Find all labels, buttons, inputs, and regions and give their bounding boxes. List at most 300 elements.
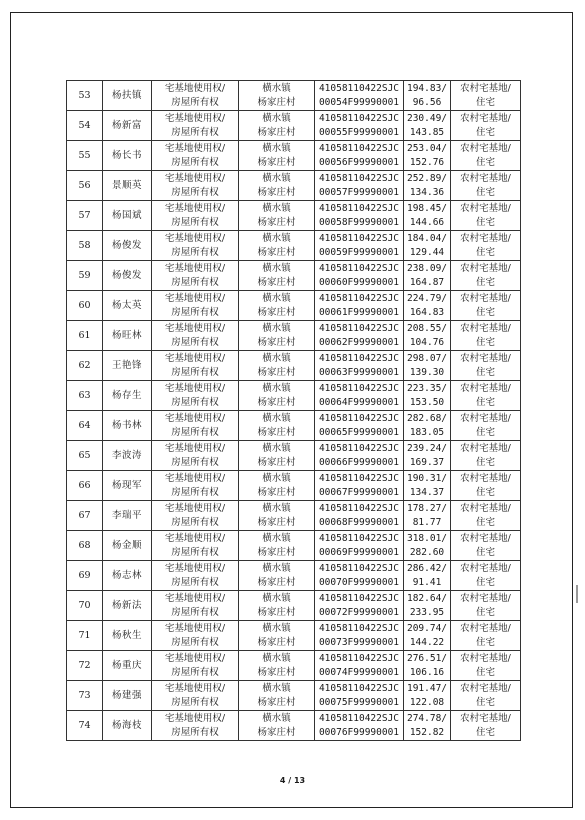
location-line: 横水镇 [262,322,291,334]
location-cell [239,531,315,561]
land-use-line: 农村宅基地/ [460,352,511,364]
location-line: 横水镇 [262,622,291,634]
owner-name-cell: 王艳锋 [103,351,152,381]
land-use-line: 住宅 [475,606,495,618]
table-row [67,261,521,291]
right-type-line: 宅基地使用权/ [164,502,226,514]
area-line: 224.79/ [406,292,448,304]
unit-code-line: 00066F99990001 [318,456,400,468]
right-type-line: 房屋所有权 [171,606,219,618]
location-line: 杨家庄村 [257,336,296,348]
table-row [67,471,521,501]
right-type-line: 房屋所有权 [171,636,219,648]
area-line: 134.37 [409,486,445,498]
land-use-cell [451,711,521,741]
location-line: 杨家庄村 [257,126,296,138]
area-line: 191.47/ [406,682,448,694]
location-cell [239,411,315,441]
unit-code-line: 41058110422SJC [318,292,400,304]
right-type-line: 宅基地使用权/ [164,262,226,274]
table-row [67,621,521,651]
land-use-line: 住宅 [475,636,495,648]
area-cell [404,471,451,501]
area-line: 282.68/ [406,412,448,424]
right-type-line: 房屋所有权 [171,546,219,558]
table-row [67,201,521,231]
land-use-cell [451,591,521,621]
table-row [67,231,521,261]
right-type-cell [152,171,239,201]
right-type-line: 宅基地使用权/ [164,202,226,214]
right-type-line: 房屋所有权 [171,516,219,528]
land-use-cell [451,81,521,111]
table-row [67,381,521,411]
row-number-cell: 66 [67,471,103,501]
area-line: 276.51/ [406,652,448,664]
row-number-cell: 58 [67,231,103,261]
right-type-line: 宅基地使用权/ [164,352,226,364]
right-type-cell [152,141,239,171]
location-line: 横水镇 [262,112,291,124]
area-line: 190.31/ [406,472,448,484]
row-number-cell: 68 [67,531,103,561]
location-line: 杨家庄村 [257,636,296,648]
area-cell [404,111,451,141]
unit-code-line: 41058110422SJC [318,472,400,484]
land-use-cell [451,531,521,561]
location-line: 横水镇 [262,142,291,154]
location-line: 横水镇 [262,712,291,724]
area-cell [404,291,451,321]
owner-name-cell: 杨扶镇 [103,81,152,111]
area-cell [404,681,451,711]
owner-name-cell: 杨重庆 [103,651,152,681]
unit-code-line: 41058110422SJC [318,442,400,454]
unit-code-line: 00060F99990001 [318,276,400,288]
land-use-line: 农村宅基地/ [460,712,511,724]
location-line: 杨家庄村 [257,216,296,228]
area-line: 253.04/ [406,142,448,154]
land-use-cell [451,231,521,261]
location-line: 杨家庄村 [257,486,296,498]
unit-code-line: 00072F99990001 [318,606,400,618]
unit-code-line: 41058110422SJC [318,682,400,694]
row-number-cell: 54 [67,111,103,141]
area-line: 209.74/ [406,622,448,634]
right-type-cell [152,291,239,321]
land-use-cell [451,321,521,351]
land-use-line: 农村宅基地/ [460,682,511,694]
land-use-line: 住宅 [475,456,495,468]
unit-code-cell [315,81,404,111]
location-cell [239,381,315,411]
right-type-line: 房屋所有权 [171,396,219,408]
right-type-line: 房屋所有权 [171,186,219,198]
location-cell [239,441,315,471]
row-number-cell: 65 [67,441,103,471]
area-cell [404,561,451,591]
location-line: 杨家庄村 [257,276,296,288]
land-use-line: 农村宅基地/ [460,262,511,274]
unit-code-line: 00059F99990001 [318,246,400,258]
unit-code-cell [315,231,404,261]
table-row [67,411,521,441]
unit-code-line: 41058110422SJC [318,172,400,184]
land-use-line: 住宅 [475,306,495,318]
unit-code-line: 41058110422SJC [318,352,400,364]
owner-name-cell: 李波涛 [103,441,152,471]
location-cell [239,111,315,141]
right-type-line: 房屋所有权 [171,96,219,108]
location-line: 杨家庄村 [257,516,296,528]
area-cell [404,591,451,621]
location-line: 杨家庄村 [257,606,296,618]
area-line: 169.37 [409,456,445,468]
table-row [67,321,521,351]
unit-code-line: 41058110422SJC [318,532,400,544]
right-type-line: 宅基地使用权/ [164,532,226,544]
location-line: 横水镇 [262,412,291,424]
location-line: 横水镇 [262,202,291,214]
unit-code-cell [315,471,404,501]
land-use-line: 住宅 [475,186,495,198]
area-line: 198.45/ [406,202,448,214]
location-line: 杨家庄村 [257,546,296,558]
unit-code-line: 41058110422SJC [318,202,400,214]
location-line: 杨家庄村 [257,576,296,588]
table-row [67,141,521,171]
right-type-cell [152,321,239,351]
area-cell [404,621,451,651]
location-line: 横水镇 [262,532,291,544]
owner-name-cell: 李瑞平 [103,501,152,531]
area-line: 223.35/ [406,382,448,394]
right-type-line: 宅基地使用权/ [164,292,226,304]
location-cell [239,141,315,171]
unit-code-line: 00058F99990001 [318,216,400,228]
land-use-cell [451,291,521,321]
area-line: 318.01/ [406,532,448,544]
area-cell [404,441,451,471]
land-use-line: 住宅 [475,666,495,678]
page-number: 4 / 13 [279,776,306,785]
right-type-line: 房屋所有权 [171,156,219,168]
unit-code-cell [315,261,404,291]
location-cell [239,231,315,261]
land-use-line: 住宅 [475,216,495,228]
land-use-line: 农村宅基地/ [460,142,511,154]
right-type-cell [152,231,239,261]
area-cell [404,381,451,411]
area-line: 164.87 [409,276,445,288]
area-line: 144.66 [409,216,445,228]
unit-code-cell [315,501,404,531]
area-line: 91.41 [412,576,442,588]
owner-name-cell: 杨建强 [103,681,152,711]
right-type-cell [152,471,239,501]
right-type-line: 房屋所有权 [171,306,219,318]
land-use-cell [451,171,521,201]
right-type-line: 房屋所有权 [171,456,219,468]
right-type-cell [152,351,239,381]
unit-code-line: 41058110422SJC [318,502,400,514]
unit-code-line: 00055F99990001 [318,126,400,138]
property-registry-table [66,80,521,741]
land-use-line: 农村宅基地/ [460,622,511,634]
row-number-cell: 67 [67,501,103,531]
land-use-line: 住宅 [475,426,495,438]
right-type-cell [152,621,239,651]
area-line: 143.85 [409,126,445,138]
land-use-line: 住宅 [475,726,495,738]
area-line: 208.55/ [406,322,448,334]
area-line: 106.16 [409,666,445,678]
land-use-cell [451,351,521,381]
land-use-line: 农村宅基地/ [460,82,511,94]
unit-code-line: 00070F99990001 [318,576,400,588]
unit-code-cell [315,141,404,171]
location-cell [239,351,315,381]
location-cell [239,201,315,231]
scan-edge-mark [576,585,578,603]
right-type-line: 宅基地使用权/ [164,412,226,424]
land-use-line: 农村宅基地/ [460,112,511,124]
location-line: 杨家庄村 [257,456,296,468]
location-line: 横水镇 [262,352,291,364]
area-line: 282.60 [409,546,445,558]
area-cell [404,321,451,351]
right-type-line: 宅基地使用权/ [164,622,226,634]
right-type-cell [152,501,239,531]
area-line: 153.50 [409,396,445,408]
unit-code-line: 00075F99990001 [318,696,400,708]
unit-code-line: 41058110422SJC [318,652,400,664]
right-type-line: 宅基地使用权/ [164,172,226,184]
land-use-line: 住宅 [475,396,495,408]
table-row [67,291,521,321]
area-line: 164.83 [409,306,445,318]
land-use-line: 住宅 [475,336,495,348]
area-cell [404,351,451,381]
location-cell [239,471,315,501]
unit-code-line: 00056F99990001 [318,156,400,168]
table-row [67,171,521,201]
unit-code-line: 41058110422SJC [318,622,400,634]
location-line: 横水镇 [262,262,291,274]
area-line: 182.64/ [406,592,448,604]
land-use-line: 住宅 [475,276,495,288]
unit-code-cell [315,171,404,201]
owner-name-cell: 杨俊发 [103,231,152,261]
land-use-line: 住宅 [475,696,495,708]
unit-code-cell [315,201,404,231]
area-line: 152.76 [409,156,445,168]
table-row [67,81,521,111]
location-cell [239,291,315,321]
area-line: 286.42/ [406,562,448,574]
row-number-cell: 69 [67,561,103,591]
right-type-cell [152,681,239,711]
right-type-line: 宅基地使用权/ [164,592,226,604]
unit-code-cell [315,621,404,651]
area-line: 134.36 [409,186,445,198]
land-use-line: 农村宅基地/ [460,532,511,544]
right-type-line: 宅基地使用权/ [164,472,226,484]
land-use-line: 农村宅基地/ [460,442,511,454]
owner-name-cell: 杨秋生 [103,621,152,651]
right-type-line: 房屋所有权 [171,666,219,678]
right-type-line: 宅基地使用权/ [164,112,226,124]
unit-code-cell [315,651,404,681]
unit-code-line: 41058110422SJC [318,232,400,244]
unit-code-line: 41058110422SJC [318,262,400,274]
area-cell [404,231,451,261]
location-line: 横水镇 [262,442,291,454]
table-row [67,651,521,681]
area-line: 96.56 [412,96,442,108]
land-use-line: 农村宅基地/ [460,472,511,484]
land-use-cell [451,261,521,291]
location-cell [239,681,315,711]
unit-code-cell [315,531,404,561]
area-line: 252.89/ [406,172,448,184]
location-line: 横水镇 [262,172,291,184]
owner-name-cell: 杨海枝 [103,711,152,741]
land-use-line: 住宅 [475,126,495,138]
land-use-line: 农村宅基地/ [460,562,511,574]
row-number-cell: 70 [67,591,103,621]
unit-code-line: 00076F99990001 [318,726,400,738]
land-use-cell [451,501,521,531]
right-type-cell [152,591,239,621]
area-cell [404,81,451,111]
area-cell [404,411,451,441]
location-cell [239,81,315,111]
area-line: 178.27/ [406,502,448,514]
right-type-line: 宅基地使用权/ [164,322,226,334]
table-row [67,111,521,141]
land-use-cell [451,141,521,171]
location-line: 横水镇 [262,652,291,664]
right-type-cell [152,711,239,741]
row-number-cell: 59 [67,261,103,291]
row-number-cell: 72 [67,651,103,681]
right-type-line: 房屋所有权 [171,126,219,138]
unit-code-cell [315,411,404,441]
right-type-line: 宅基地使用权/ [164,232,226,244]
area-line: 183.05 [409,426,445,438]
table-row [67,561,521,591]
location-cell [239,591,315,621]
unit-code-cell [315,351,404,381]
table-row [67,351,521,381]
unit-code-cell [315,321,404,351]
area-line: 152.82 [409,726,445,738]
unit-code-line: 41058110422SJC [318,322,400,334]
location-line: 杨家庄村 [257,156,296,168]
unit-code-cell [315,711,404,741]
unit-code-line: 00074F99990001 [318,666,400,678]
row-number-cell: 73 [67,681,103,711]
area-cell [404,711,451,741]
right-type-line: 宅基地使用权/ [164,652,226,664]
right-type-cell [152,411,239,441]
unit-code-cell [315,441,404,471]
unit-code-line: 00057F99990001 [318,186,400,198]
table-row [67,531,521,561]
owner-name-cell: 杨金顺 [103,531,152,561]
area-cell [404,501,451,531]
unit-code-line: 00062F99990001 [318,336,400,348]
area-line: 298.07/ [406,352,448,364]
location-cell [239,171,315,201]
right-type-line: 房屋所有权 [171,696,219,708]
area-cell [404,651,451,681]
owner-name-cell: 杨现军 [103,471,152,501]
land-use-line: 农村宅基地/ [460,232,511,244]
unit-code-cell [315,561,404,591]
row-number-cell: 55 [67,141,103,171]
row-number-cell: 53 [67,81,103,111]
row-number-cell: 60 [67,291,103,321]
land-use-line: 住宅 [475,366,495,378]
row-number-cell: 63 [67,381,103,411]
location-cell [239,651,315,681]
location-line: 杨家庄村 [257,666,296,678]
location-line: 横水镇 [262,82,291,94]
owner-name-cell: 杨书林 [103,411,152,441]
location-line: 横水镇 [262,592,291,604]
area-cell [404,261,451,291]
land-use-line: 农村宅基地/ [460,412,511,424]
owner-name-cell: 景顺英 [103,171,152,201]
unit-code-line: 00063F99990001 [318,366,400,378]
area-line: 122.08 [409,696,445,708]
table-row [67,441,521,471]
owner-name-cell: 杨新富 [103,111,152,141]
location-line: 杨家庄村 [257,186,296,198]
right-type-line: 房屋所有权 [171,426,219,438]
unit-code-line: 00073F99990001 [318,636,400,648]
land-use-cell [451,561,521,591]
location-line: 横水镇 [262,562,291,574]
land-use-line: 农村宅基地/ [460,322,511,334]
unit-code-line: 41058110422SJC [318,592,400,604]
owner-name-cell: 杨新法 [103,591,152,621]
owner-name-cell: 杨俊发 [103,261,152,291]
area-line: 274.78/ [406,712,448,724]
location-line: 杨家庄村 [257,306,296,318]
area-line: 230.49/ [406,112,448,124]
unit-code-line: 41058110422SJC [318,82,400,94]
unit-code-line: 00064F99990001 [318,396,400,408]
location-line: 横水镇 [262,382,291,394]
row-number-cell: 74 [67,711,103,741]
right-type-cell [152,381,239,411]
unit-code-line: 00054F99990001 [318,96,400,108]
area-cell [404,171,451,201]
land-use-line: 住宅 [475,576,495,588]
unit-code-line: 41058110422SJC [318,712,400,724]
owner-name-cell: 杨太英 [103,291,152,321]
area-line: 144.22 [409,636,445,648]
land-use-cell [451,621,521,651]
right-type-cell [152,561,239,591]
land-use-cell [451,441,521,471]
unit-code-cell [315,291,404,321]
owner-name-cell: 杨国斌 [103,201,152,231]
location-line: 杨家庄村 [257,96,296,108]
